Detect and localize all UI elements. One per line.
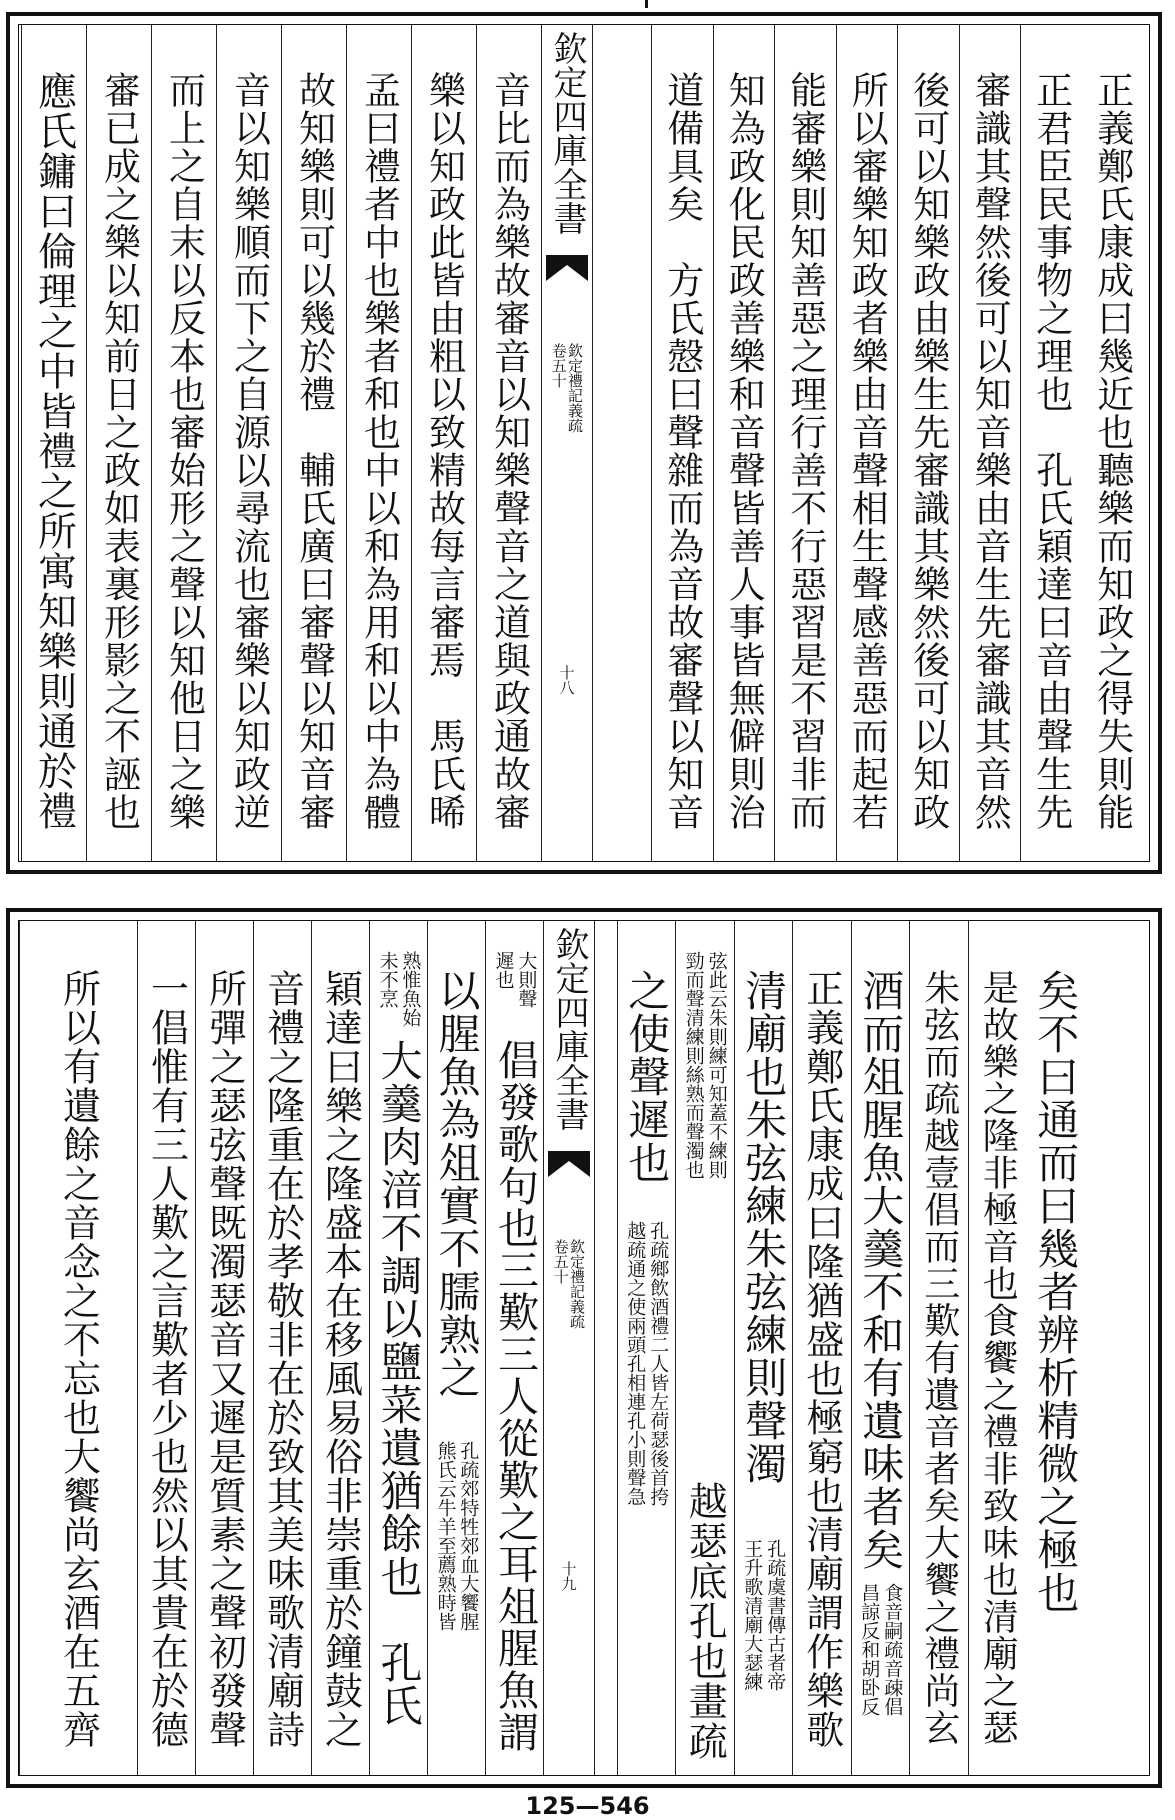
bottom-col-11-text: 大羹肉湆不調以鹽菜遺猶餘也 孔氏 [374,1039,424,1727]
bottom-col-7 [675,921,734,1775]
top-col-l2-text: 樂以知政此皆由粗以致精故每言審焉 馬氏晞 [422,71,466,831]
bottom-col-7-note-left: 勁而聲清練則絲熟而聲濁也 [682,951,705,1179]
top-col-l7 [86,25,151,861]
top-col-l8-text: 應氏鏞曰倫理之中皆禮之所寓知樂則通於禮 [31,71,77,831]
bottom-col-5 [792,921,851,1775]
bottom-col-10-note-left: 熊氏云牛羊至薦熟時皆 [434,1441,457,1631]
bottom-col-11-note-left: 未不烹 [376,951,399,1008]
top-col-r5 [836,25,898,861]
top-tick [645,0,648,8]
top-col-r8 [651,25,713,861]
top-col-l8 [21,25,86,861]
top-col-l5-text: 音以知樂順而下之自源以尋流也審樂以知政逆 [227,71,271,831]
page-footer-number: 125—546 [525,1792,650,1820]
gutter-juan-number: 卷五十 [549,343,568,388]
bottom-col-4 [851,921,910,1775]
top-col-r7-text: 知為政化民政善樂和音聲皆善人事皆無僻則治 [722,71,766,831]
bottom-col-9-text: 倡發歌句也三歎三人從歎之耳俎腥魚謂 [491,1039,539,1753]
bottom-col-12-text: 穎達曰樂之隆盛本在移風易俗非崇重於鐘鼓之 [318,969,363,1749]
bottom-col-15-text: 一倡惟有三人歎之言歎者少也然以其貴在於德 [144,969,189,1749]
bottom-col-14-text: 所彈之瑟弦聲既濁瑟音又遲是質素之聲初發聲 [202,969,247,1749]
bottom-page-frame [6,908,1162,1788]
top-col-r2 [1020,25,1082,861]
bottom-col-2 [968,921,1027,1775]
top-col-l1 [476,25,541,861]
bottom-col-3-text: 朱弦而疏越壹倡而三歎有遺音者矣大饗之禮尚玄 [918,969,960,1746]
bottom-col-12 [311,921,369,1775]
bottom-col-4-note-left: 昌諒反和胡卧反 [858,1583,881,1716]
bottom-col-10-note-right: 孔疏郊特牲郊血大饗腥 [457,1441,480,1631]
bottom-col-7-note-right: 弦此云朱則練可知蓋不練則 [705,951,728,1179]
gutter-volume-title: 欽定禮記義疏 [568,1239,586,1329]
gutter-page-number: 十八 [557,665,576,695]
bottom-col-1-text: 矣不曰通而曰幾者辨析精微之極也 [1031,969,1081,1614]
bottom-col-8-text: 之使聲遲也 [622,969,672,1184]
bottom-col-11 [369,921,427,1775]
top-col-r3-text: 審識其聲然後可以知音樂由音生先審識其音然 [968,71,1012,831]
bottom-col-4-text: 酒而俎腥魚大羹不和有遺味者矣 [856,969,906,1571]
top-page-inner [18,24,1150,862]
bottom-col-10 [427,921,485,1775]
bottom-col-5-text: 正義鄭氏康成曰隆猶盛也極窮也清廟謂作樂歌 [799,969,844,1749]
gutter-book-title: 欽定四庫全書 [547,31,587,235]
bottom-col-9-note-left: 遲也 [492,951,515,989]
top-col-l5 [216,25,281,861]
top_page-center-gutter [541,25,593,861]
gutter-volume-title: 欽定禮記義疏 [566,343,584,433]
bottom-col-3 [909,921,968,1775]
bottom-col-8-note-left: 越疏通之使兩頭孔相連孔小則聲急 [624,1221,647,1506]
bottom-col-2-text: 是故樂之隆非極音也食饗之禮非致味也清廟之瑟 [977,969,1019,1746]
fishtail-mark-icon [546,255,588,281]
top-col-r6-text: 能審樂則知善惡之理行善不行惡習是不習非而 [783,71,827,831]
top-col-r1 [1082,25,1144,861]
top-col-r5-text: 所以審樂知政者樂由音聲相生聲感善惡而起若 [845,71,889,831]
top-col-r1-text: 正義鄭氏康成曰幾近也聽樂而知政之得失則能 [1090,71,1134,831]
bottom-page-inner [18,920,1150,1776]
top-col-r2-text: 正君臣民事物之理也 孔氏穎達曰音由聲生先 [1029,71,1073,831]
top-page-frame [6,12,1162,874]
bottom-col-13 [253,921,311,1775]
top-col-l6-text: 而上之自末以反本也審始形之聲以知他日之樂 [162,71,206,831]
bottom-col-16-text: 所以有遺餘之音念之不忘也大饗尚玄酒在五齊 [56,969,101,1749]
bottom-col-8-note-right: 孔疏鄉飲酒禮二人皆左荷瑟後首挎 [647,1221,670,1506]
bottom-col-15 [137,921,195,1775]
top-col-r4-text: 後可以知樂政由樂生先審識其樂然後可以知政 [906,71,950,831]
bottom-col-14 [195,921,253,1775]
gutter-book-title: 欽定四庫全書 [549,927,589,1131]
gutter-page-number: 十九 [559,1561,578,1591]
top-col-l3 [346,25,411,861]
bottom-col-6 [734,921,793,1775]
bottom_page-center-gutter [543,921,595,1775]
top-col-l1-text: 音比而為樂故審音以知樂聲音之道與政通故審 [487,71,531,831]
top-col-l7-text: 審已成之樂以知前日之政如表裏形影之不誣也 [97,71,141,831]
bottom-col-6-note-right: 孔疏虞書傳古者帝 [764,1539,787,1691]
top-col-r8-text: 道備具矣 方氏慤曰聲雜而為音故審聲以知音 [660,71,704,831]
bottom-col-4-note-right: 食音嗣疏音疎倡 [881,1583,904,1716]
top-col-l4 [281,25,346,861]
top-col-r6 [774,25,836,861]
bottom-col-6-text: 清廟也朱弦練朱弦練則聲濁 [739,969,789,1485]
top-col-l6 [151,25,216,861]
bottom-col-11-note-right: 熟惟魚始 [399,951,422,1027]
bottom-col-9 [485,921,543,1775]
gutter-juan-number: 卷五十 [551,1239,570,1284]
bottom-col-6-note-left: 王升歌清廟大瑟練 [741,1539,764,1691]
top-col-l3-text: 孟曰禮者中也樂者和也中以和為用和以中為體 [357,71,401,831]
top-col-l4-text: 故知樂則可以幾於禮 輔氏廣曰審聲以知音審 [292,71,336,831]
bottom-col-8 [617,921,676,1775]
top-col-r3 [959,25,1021,861]
top-col-l2 [411,25,476,861]
bottom-col-7-text: 越瑟底孔也畫疏 [682,1481,728,1761]
fishtail-mark-icon [548,1151,590,1177]
bottom-col-10-text: 以腥魚為俎實不臑熟之 [432,969,482,1399]
bottom-col-16 [19,921,137,1775]
top-col-r4 [897,25,959,861]
bottom-col-1 [1026,921,1085,1775]
bottom-col-9-note-right: 大則聲 [515,951,538,1008]
top-col-r7 [713,25,775,861]
bottom-col-13-text: 音禮之隆重在於孝敬非在於致其美味歌清廟詩 [260,969,305,1749]
